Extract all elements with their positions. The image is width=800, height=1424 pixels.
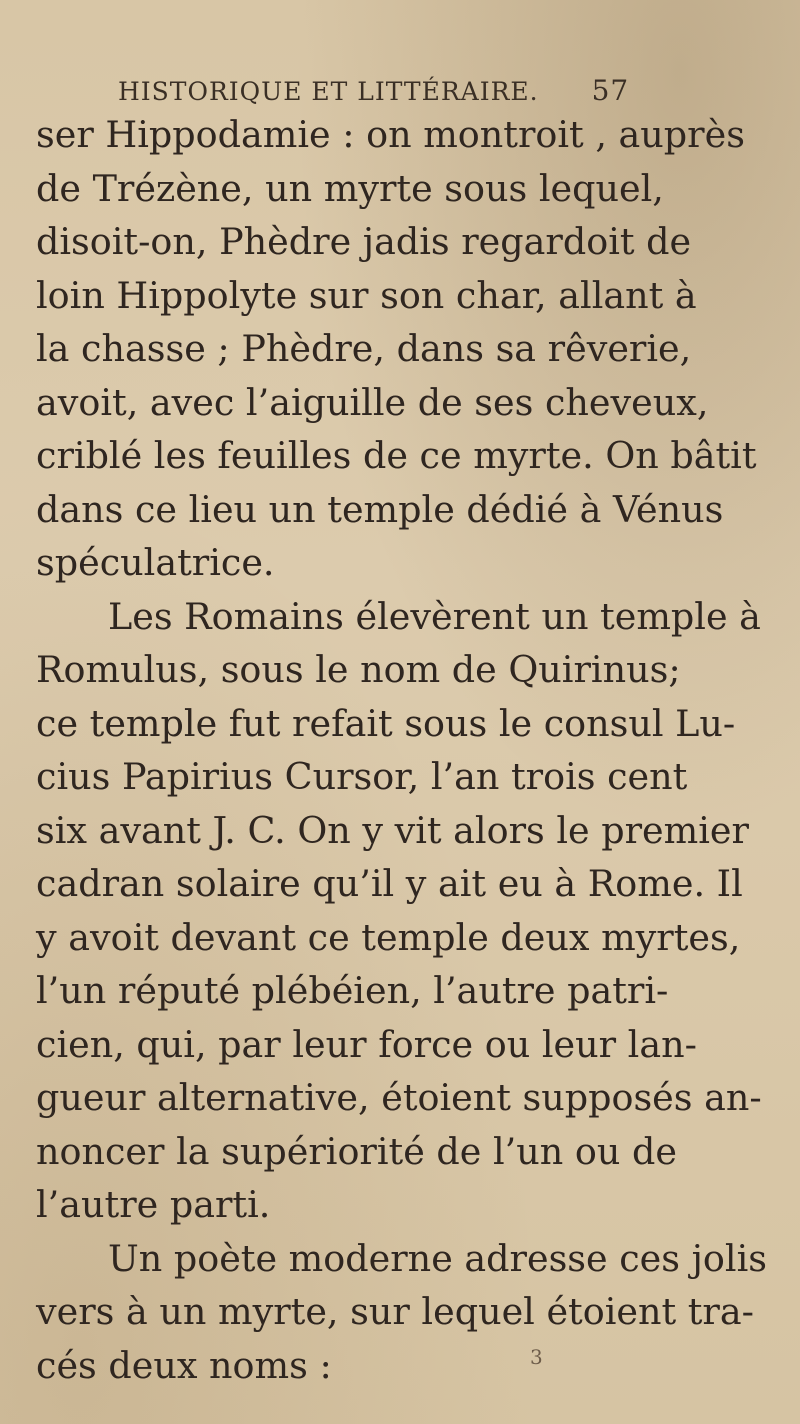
running-header <box>118 74 718 107</box>
text-line: Un poète moderne adresse ces jolis <box>108 1236 767 1280</box>
signature-mark: 3 <box>530 1345 543 1369</box>
text-line: cius Papirius Cursor, l’an trois cent <box>36 755 688 798</box>
text-line: cadran solaire qu’il y ait eu à Rome. Il <box>36 862 743 905</box>
text-line: gueur alternative, étoient supposés an- <box>36 1076 762 1119</box>
text-line: l’un réputé plébéien, l’autre patri- <box>36 969 669 1012</box>
text-line: y avoit devant ce temple deux myrtes, <box>36 915 741 959</box>
text-line: cés deux noms : <box>36 1343 332 1387</box>
text-line: la chasse ; Phèdre, dans sa rêverie, <box>36 327 692 370</box>
page-number: 57 <box>591 74 630 107</box>
text-line: Romulus, sous le nom de Quirinus; <box>36 648 681 691</box>
text-line: loin Hippolyte sur son char, allant à <box>36 273 697 317</box>
text-line: criblé les feuilles de ce myrte. On bâtit <box>36 434 757 477</box>
text-line: noncer la supériorité de l’un ou de <box>36 1129 677 1173</box>
running-title: HISTORIQUE ET LITTÉRAIRE. <box>118 77 539 106</box>
text-line: six avant J. C. On y vit alors le premier <box>36 808 749 852</box>
text-line: cien, qui, par leur force ou leur lan- <box>36 1022 697 1066</box>
text-line: disoit-on, Phèdre jadis regardoit de <box>36 220 692 263</box>
text-line: ser Hippodamie : on montroit , auprès <box>36 113 745 156</box>
text-line: dans ce lieu un temple dédié à Vénus <box>36 487 724 531</box>
text-line: Les Romains élevèrent un temple à <box>108 594 761 638</box>
text-line: l’autre parti. <box>36 1183 271 1226</box>
text-line: vers à un myrte, sur lequel étoient tra- <box>36 1290 754 1333</box>
text-line: avoit, avec l’aiguille de ses cheveux, <box>36 380 709 424</box>
body-text <box>36 108 767 1392</box>
text-line: ce temple fut refait sous le consul Lu- <box>36 701 736 745</box>
text-line: de Trézène, un myrte sous lequel, <box>36 166 664 210</box>
text-line: spéculatrice. <box>36 541 275 584</box>
